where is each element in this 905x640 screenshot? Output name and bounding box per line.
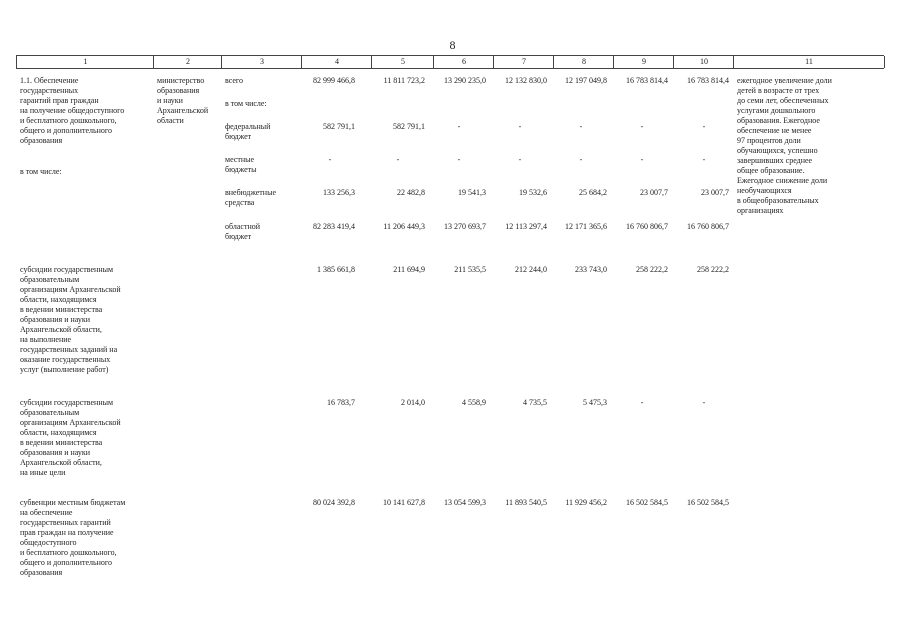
block4-value: 13 054 599,3 bbox=[444, 498, 486, 507]
block1-extra-value: 23 007,7 bbox=[701, 188, 729, 197]
header-col-1: 1 bbox=[16, 56, 154, 68]
block3-value: 16 783,7 bbox=[327, 398, 355, 407]
block1-extra-value: 23 007,7 bbox=[640, 188, 668, 197]
block1-local-value: - bbox=[640, 155, 644, 164]
block1-regional-value: 12 113 297,4 bbox=[505, 222, 547, 231]
block1-local-value: - bbox=[396, 155, 400, 164]
block3-value: 4 735,5 bbox=[523, 398, 547, 407]
header-col-3: 3 bbox=[221, 56, 302, 68]
block1-federal-value: - bbox=[579, 122, 583, 131]
block2-value: 211 694,9 bbox=[393, 265, 425, 274]
header-col-10: 10 bbox=[673, 56, 734, 68]
block1-federal-value: - bbox=[457, 122, 461, 131]
block1-extra-value: 19 541,3 bbox=[458, 188, 486, 197]
block1-extra-value: 19 532,6 bbox=[519, 188, 547, 197]
block1-total-value: 12 132 830,0 bbox=[505, 76, 547, 85]
block1-federal-value: - bbox=[702, 122, 706, 131]
block1-executor: министерство образования и науки Архангельской области bbox=[157, 76, 209, 125]
page-number: 8 bbox=[449, 38, 456, 52]
block1-source-federal: федеральный бюджет bbox=[225, 122, 271, 141]
table-header-row bbox=[16, 55, 884, 69]
block4-value: 80 024 392,8 bbox=[313, 498, 355, 507]
header-col-6: 6 bbox=[433, 56, 494, 68]
block4-title: субвенции местным бюджетам на обеспечение государственных гарантий прав граждан на получение общедоступного и бесплатного дошкольного, общего и дополнительного образования bbox=[20, 498, 126, 577]
block2-value: 258 222,2 bbox=[636, 265, 668, 274]
block3-value: 4 558,9 bbox=[462, 398, 486, 407]
block1-regional-value: 16 760 806,7 bbox=[626, 222, 668, 231]
block1-title: 1.1. Обеспечение государственных гарантий прав граждан на получение общедоступного и бесплатного дошкольного, общего и дополнительного образования bbox=[20, 76, 125, 145]
block1-total-value: 12 197 049,8 bbox=[565, 76, 607, 85]
header-col-9: 9 bbox=[613, 56, 674, 68]
block3-value: - bbox=[640, 398, 644, 407]
block4-value: 16 502 584,5 bbox=[626, 498, 668, 507]
block1-local-value: - bbox=[579, 155, 583, 164]
header-col-7: 7 bbox=[493, 56, 554, 68]
header-col-8: 8 bbox=[553, 56, 614, 68]
block1-local-value: - bbox=[702, 155, 706, 164]
block1-total-value: 13 290 235,0 bbox=[444, 76, 486, 85]
header-col-2: 2 bbox=[153, 56, 222, 68]
block1-note: ежегодное увеличение доли детей в возрасте от трех до семи лет, обеспеченных услугами дошкольного образования. Ежегодное обеспечение не менее 97 процентов доли обучающихся, успешно завершивших среднее общее образование. Ежегодное снижение доли необучающихся в общеобразовательных организациях bbox=[737, 76, 832, 215]
block1-local-value: - bbox=[457, 155, 461, 164]
block3-value: 2 014,0 bbox=[401, 398, 425, 407]
block1-source-regional: областной бюджет bbox=[225, 222, 261, 241]
block1-source-total: всего bbox=[225, 76, 244, 85]
block1-regional-value: 11 206 449,3 bbox=[383, 222, 425, 231]
block3-title: субсидии государственным образовательным организациям Архангельской области, находящимся в ведении министерства образования и науки Архангельской области, на иные цели bbox=[20, 398, 121, 477]
block1-total-value: 16 783 814,4 bbox=[626, 76, 668, 85]
block1-federal-value: 582 791,1 bbox=[393, 122, 425, 131]
block2-value: 212 244,0 bbox=[515, 265, 547, 274]
block2-value: 1 385 661,8 bbox=[317, 265, 355, 274]
block1-federal-value: - bbox=[640, 122, 644, 131]
block1-local-value: - bbox=[328, 155, 332, 164]
block1-source-in-that: в том числе: bbox=[225, 99, 267, 108]
block1-regional-value: 12 171 365,6 bbox=[565, 222, 607, 231]
block1-regional-value: 13 270 693,7 bbox=[444, 222, 486, 231]
block1-extra-value: 133 256,3 bbox=[323, 188, 355, 197]
block2-title: субсидии государственным образовательным организациям Архангельской области, находящимся в ведении министерства образования и науки Архангельской области, на выполнение государственных заданий на оказание государственных услуг (выполнение работ) bbox=[20, 265, 121, 374]
block3-value: - bbox=[702, 398, 706, 407]
block1-regional-value: 16 760 806,7 bbox=[687, 222, 729, 231]
block2-value: 233 743,0 bbox=[575, 265, 607, 274]
block1-federal-value: 582 791,1 bbox=[323, 122, 355, 131]
header-col-11: 11 bbox=[733, 56, 885, 68]
block3-value: 5 475,3 bbox=[583, 398, 607, 407]
block1-total-value: 16 783 814,4 bbox=[687, 76, 729, 85]
block1-total-value: 82 999 466,8 bbox=[313, 76, 355, 85]
block1-total-value: 11 811 723,2 bbox=[383, 76, 425, 85]
block1-local-value: - bbox=[518, 155, 522, 164]
header-col-5: 5 bbox=[371, 56, 434, 68]
block4-value: 11 929 456,2 bbox=[565, 498, 607, 507]
block1-federal-value: - bbox=[518, 122, 522, 131]
block4-value: 11 893 540,5 bbox=[505, 498, 547, 507]
block2-value: 211 535,5 bbox=[454, 265, 486, 274]
block1-regional-value: 82 283 419,4 bbox=[313, 222, 355, 231]
block1-extra-value: 25 684,2 bbox=[579, 188, 607, 197]
header-col-4: 4 bbox=[301, 56, 372, 68]
block1-extra-value: 22 482,8 bbox=[397, 188, 425, 197]
block1-source-local: местные бюджеты bbox=[225, 155, 257, 174]
block4-value: 16 502 584,5 bbox=[687, 498, 729, 507]
block4-value: 10 141 627,8 bbox=[383, 498, 425, 507]
block1-source-extra: внебюджетные средства bbox=[225, 188, 276, 207]
block2-value: 258 222,2 bbox=[697, 265, 729, 274]
block1-in-that: в том числе: bbox=[20, 167, 62, 176]
